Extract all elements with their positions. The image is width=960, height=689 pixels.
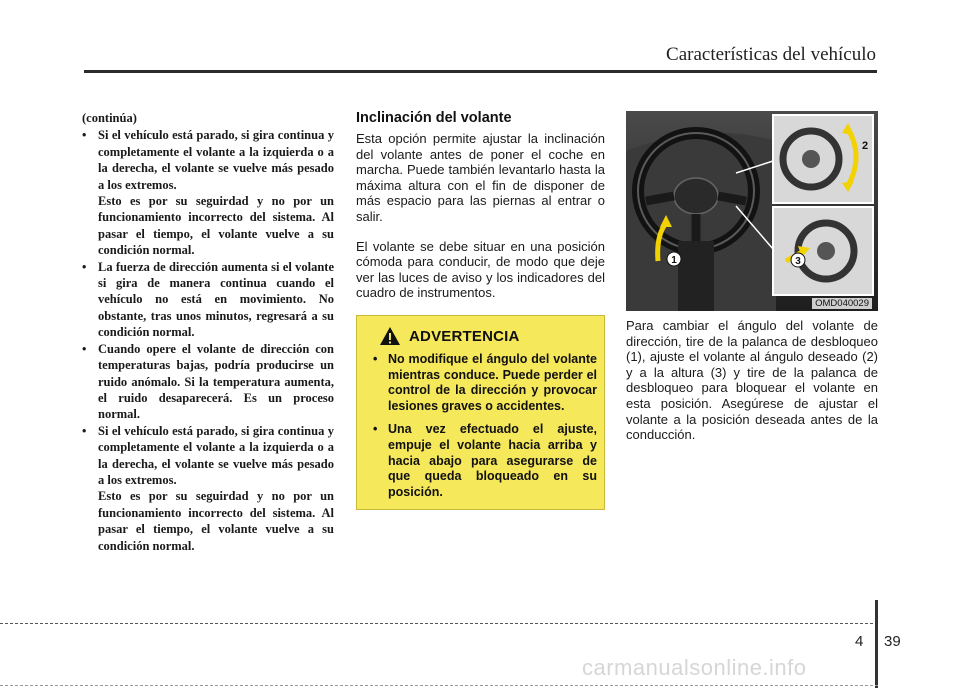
- header-rule: [84, 70, 877, 73]
- section-title: Características del vehículo: [666, 44, 876, 65]
- list-item: [82, 423, 334, 554]
- list-item: [82, 127, 334, 258]
- notes-list: [82, 127, 334, 554]
- middle-column: [356, 110, 605, 315]
- figure-description: Para cambiar el ángulo del volante de dirección, tire de la palanca de desbloqueo (1), ajuste el volante al ángulo deseado (2) y a la altura (3) y tire de la palanca de desbloqueo para bloquear el volante en esta posición. Asegúrese de ajustar el volante a la posición deseada antes de la conducción.: [626, 318, 878, 443]
- note-text: • Cuando opere el volante de dirección con temperaturas bajas, podría producirse un ruido anómalo. Si la temperatura aumenta, el ruido desaparecerá. Es un proceso normal.: [98, 341, 334, 422]
- figure-code: OMD040029: [812, 298, 872, 309]
- list-item: [82, 341, 334, 423]
- steering-wheel-figure: [626, 111, 878, 311]
- callout-2: 2: [862, 140, 869, 152]
- note-text: Esto es por su seguirdad y no por un funcionamiento incorrecto del sistema. Al pasar el tiempo, el volante vuelve a su condición normal.: [98, 489, 334, 553]
- warning-list: [371, 352, 597, 508]
- note-text: • La fuerza de dirección aumenta si el volante si gira de manera continua cuando el vehículo no está en movimiento. No obstante, tras unos minutos, regresará a su condición normal.: [98, 259, 334, 340]
- footer-bar: [875, 600, 878, 688]
- warning-item: • Una vez efectuado el ajuste, empuje el volante hacia arriba y hacia abajo para asegurarse de que queda bloqueado en su posición.: [371, 422, 597, 500]
- body-paragraph: Esta opción permite ajustar la inclinación del volante antes de poner el coche en marcha. Puede también levantarlo hasta la máxima altura con el fin de disponer de más espacio para las piernas al entrar o salir.: [356, 131, 605, 224]
- warning-title: ADVERTENCIA: [409, 327, 520, 345]
- list-item: [82, 259, 334, 341]
- warning-triangle-icon: [379, 326, 401, 346]
- section-heading: Inclinación del volante: [356, 110, 512, 126]
- continued-label: (continúa): [82, 111, 137, 125]
- note-text: Esto es por su seguirdad y no por un funcionamiento incorrecto del sistema. Al pasar el tiempo, el volante vuelve a su condición normal.: [98, 194, 334, 258]
- footer-rule-bottom: [0, 685, 878, 686]
- body-paragraph: El volante se debe situar en una posición cómoda para conducir, de modo que deje ver las luces de aviso y los indicadores del cuadro de instrumentos.: [356, 238, 605, 301]
- chapter-number: 4: [855, 633, 864, 650]
- steering-wheel-illustration: [626, 111, 878, 311]
- footer-rule: [0, 623, 878, 624]
- left-column: [82, 110, 334, 554]
- callout-3: 3: [795, 256, 801, 267]
- watermark-text: carmanualsonline.info: [582, 655, 807, 680]
- page-number: 39: [884, 633, 901, 650]
- note-text: • Si el vehículo está parado, si gira continua y completamente el volante a la izquierda o a la derecha, el volante se vuelve más pesado a los extremos.: [98, 423, 334, 487]
- callout-1: 1: [671, 255, 677, 266]
- warning-box: [356, 315, 605, 510]
- warning-item: • No modifique el ángulo del volante mientras conduce. Puede perder el control de la dirección y provocar lesiones graves o accidentes.: [371, 352, 597, 414]
- warning-header: [379, 326, 520, 346]
- note-text: • Si el vehículo está parado, si gira continua y completamente el volante a la izquierda o a la derecha, el volante se vuelve más pesado a los extremos.: [98, 128, 334, 192]
